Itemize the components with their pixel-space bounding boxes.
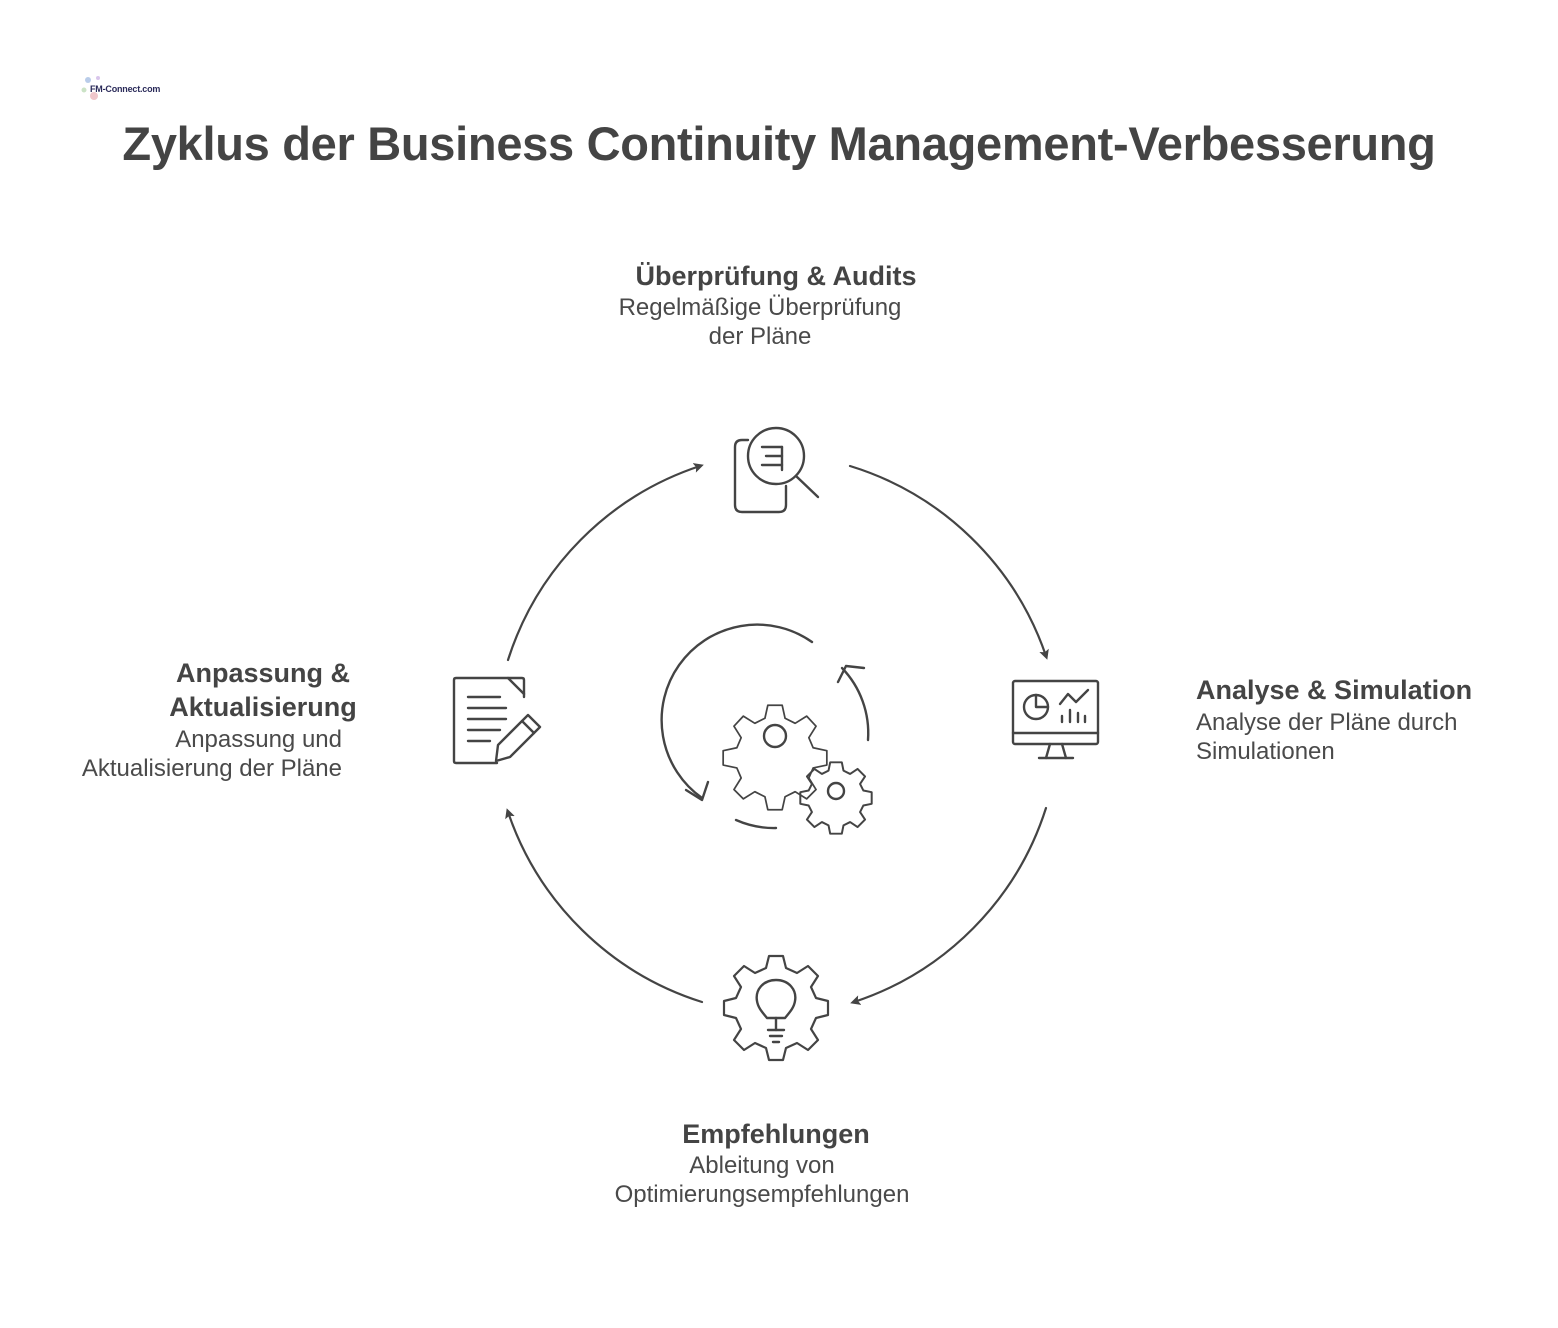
cycle-arrow-bottom-to-left (508, 812, 702, 1002)
gears-cycle-icon (662, 625, 872, 834)
step-title-review: Überprüfung & Audits (635, 261, 917, 291)
gear-lightbulb-icon (724, 956, 828, 1060)
monitor-chart-icon (1013, 681, 1098, 758)
document-edit-icon (454, 678, 540, 763)
document-search-icon (735, 428, 818, 512)
step-desc-review: Regelmäßige Überprüfung der Pläne (618, 294, 902, 350)
logo-text: FM-Connect.com (90, 84, 161, 94)
page-title: Zyklus der Business Continuity Management-Verbesserung (122, 117, 1436, 170)
step-title-adjustment: Anpassung & Aktualisierung (169, 658, 357, 722)
cycle-arrow-right-to-bottom (854, 808, 1046, 1002)
step-title-analysis: Analyse & Simulation (1196, 675, 1473, 705)
step-desc-recommendations: Ableitung von Optimierungsempfehlungen (614, 1152, 910, 1208)
step-title-recommendations: Empfehlungen (682, 1119, 870, 1149)
step-desc-adjustment: Anpassung und Aktualisierung der Pläne (81, 726, 342, 782)
cycle-arrow-top-to-right (850, 466, 1046, 656)
step-desc-analysis: Analyse der Pläne durch Simulationen (1196, 709, 1458, 765)
cycle-arrow-left-to-top (508, 466, 700, 660)
